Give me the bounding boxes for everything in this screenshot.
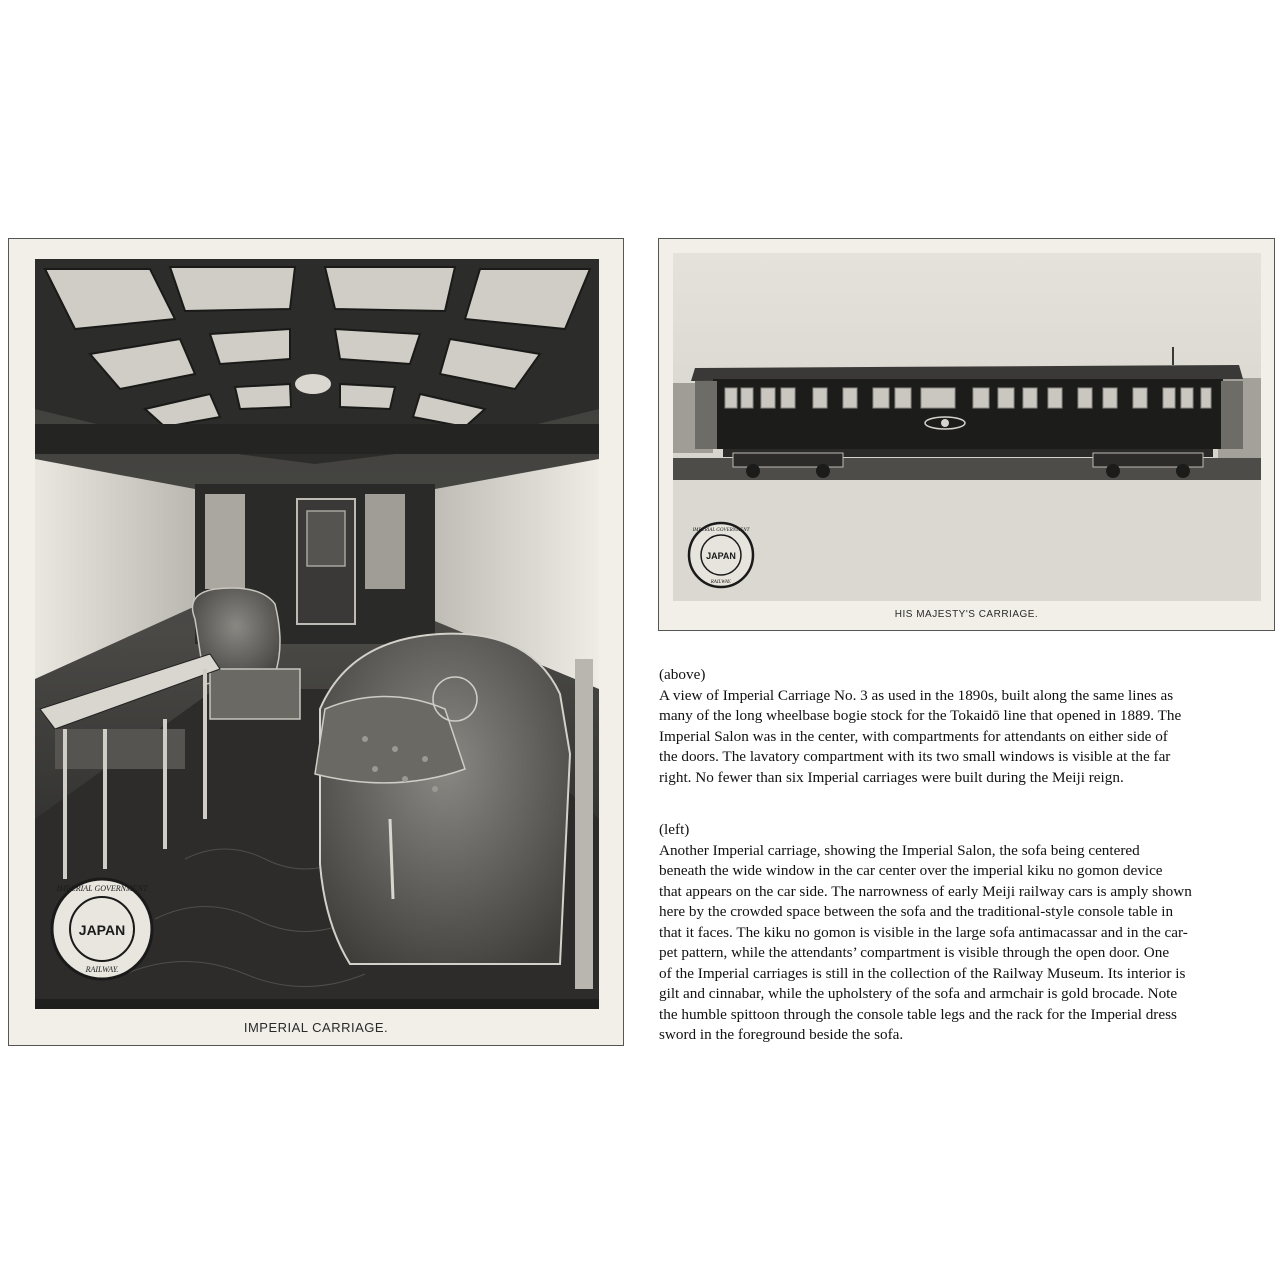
caption-left-block [659,820,1279,1046]
caption-left-line: Another Imperial carriage, showing the Imperial Salon, the sofa being centered [659,841,1140,859]
stamp-top-text: IMPERIAL GOVERNMENT [56,884,148,893]
caption-left-label: (left) [659,821,690,838]
caption-left-line: of the Imperial carriages is still in the collection of the Railway Museum. Its interior is [659,964,1186,982]
caption-above-label: (above) [659,666,706,683]
caption-left-line: that appears on the car side. The narrowness of early Meiji railway cars is amply shown [659,882,1192,900]
stamp-center-text: JAPAN [706,551,736,561]
caption-above-line: many of the long wheelbase bogie stock for the Tokaidō line that opened in 1889. The [659,707,1182,724]
caption-left-line: the humble spittoon through the console table legs and the rack for the Imperial dress [659,1005,1177,1023]
exterior-photo-card [658,238,1275,631]
japan-railway-stamp-exterior [689,523,753,587]
caption-left-line: beneath the wide window in the car center over the imperial kiku no gomon device [659,862,1163,879]
caption-above-line: right. No fewer than six Imperial carriages were built during the Meiji reign. [659,768,1124,786]
interior-printed-caption: IMPERIAL CARRIAGE. [243,1020,389,1035]
caption-left-line: sword in the foreground beside the sofa. [659,1026,904,1043]
exterior-printed-caption: HIS MAJESTY'S CARRIAGE. [894,609,1039,620]
caption-left-line: gilt and cinnabar, while the upholstery of the sofa and armchair is gold brocade. Note [659,985,1178,1002]
stamp-top-text: IMPERIAL GOVERNMENT [692,528,750,533]
imperial-carriage-interior-photo [35,259,599,1009]
caption-above-block [659,665,1279,788]
stamp-center-text: JAPAN [78,922,126,938]
stamp-bottom-text: RAILWAY. [85,965,119,974]
caption-left-line: that it faces. The kiku no gomon is visible in the large sofa antimacassar and in the car- [659,923,1188,941]
caption-above-line: A view of Imperial Carriage No. 3 as used in the 1890s, built along the same lines as [659,686,1174,704]
caption-left-line: pet pattern, while the attendants’ compartment is visible through the open door. One [659,944,1170,961]
caption-above-line: the doors. The lavatory compartment with its two small windows is visible at the far [659,748,1171,765]
his-majestys-carriage-photo [673,253,1261,601]
stamp-bottom-text: RAILWAY. [710,580,732,585]
japan-railway-stamp [52,879,152,979]
interior-photo-card [8,238,624,1046]
caption-left-line: here by the crowded space between the sofa and the traditional-style console table in [659,903,1174,920]
caption-above-line: Imperial Salon was in the center, with compartments for attendants on either side of [659,727,1168,745]
